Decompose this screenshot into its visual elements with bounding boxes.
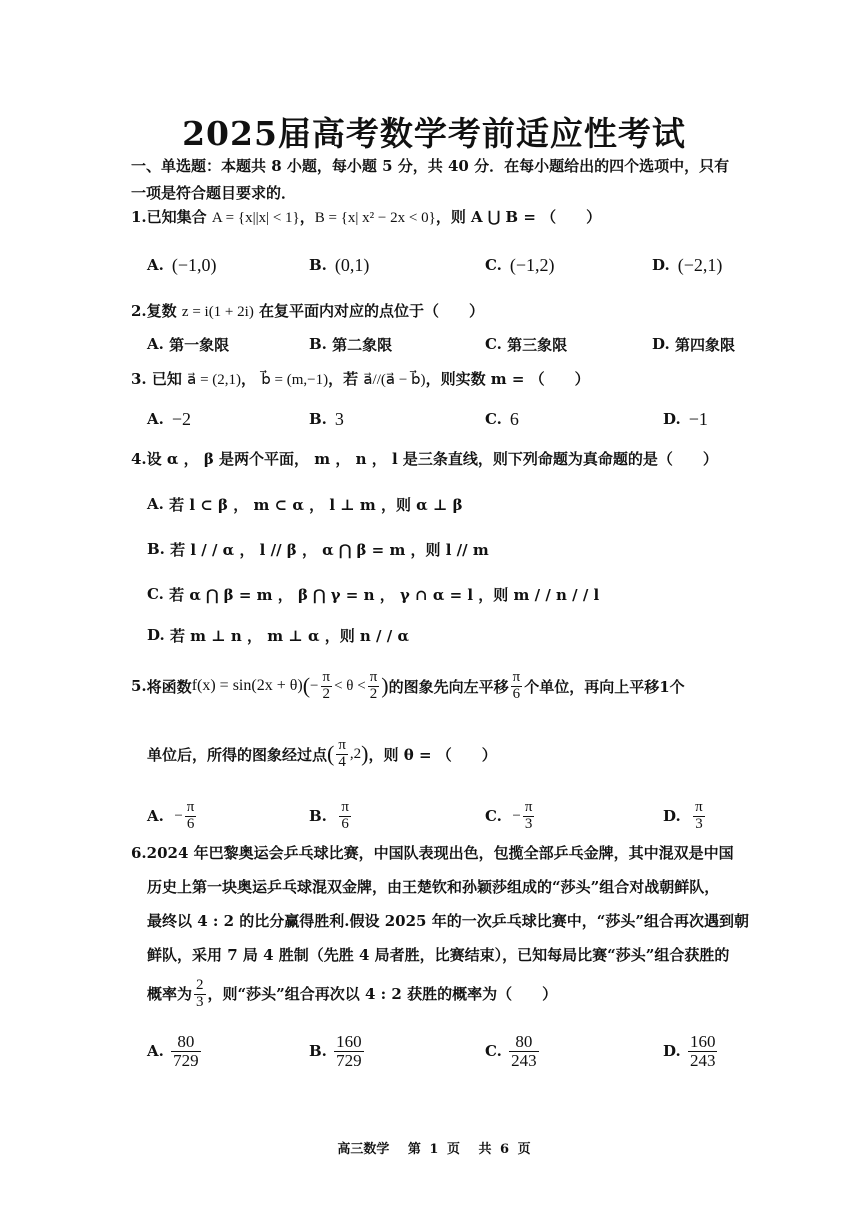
option-c[interactable]: C. (−1,2) bbox=[485, 254, 555, 275]
question-5: 5. 将函数 f(x) = sin(2x + θ) ( − $\frac{\pi}{2}$ < θ < $\frac{\pi}{2}$ ) 的图象先向左平移 $\frac{\pi}{6}$ 个单位，再向上平移1个 bbox=[131, 668, 685, 702]
question-1-options bbox=[147, 248, 737, 282]
option-a[interactable]: A. $\frac{80}{729}$ bbox=[147, 1031, 199, 1070]
option-d[interactable]: D. (−2,1) bbox=[652, 254, 723, 275]
question-5-options bbox=[147, 794, 737, 838]
question-3-options bbox=[147, 402, 737, 436]
section-heading: 一、单选题：本题共 8 小题，每小题 5 分，共 40 分．在每小题给出的四个选项中，只有一项是符合题目要求的． bbox=[131, 157, 730, 202]
option-c[interactable]: C. 6 bbox=[485, 408, 519, 429]
question-6: 6.2024 年巴黎奥运会乒乓球比赛，中国队表现出色，包揽全部乒乓金牌，其中混双是中国 历史上第一块奥运乒乓球混双金牌，由王楚钦和孙颖莎组成的“莎头”组合对战朝鲜队， 最终以 4 : 2 的比分赢得胜利.假设 2025 年的一次乒乓球比赛中，“莎头”组合再次遇到朝 鲜队，采用 7 局 4 胜制（先胜 4 局者胜，比赛结束），已知每局比赛“莎头”组合获胜的 概率为 $\frac{2}{3}$ ，则“莎头”组合再次以 4 : 2 获胜的概率为（ ） bbox=[131, 844, 749, 1010]
option-d[interactable]: D. −1 bbox=[663, 408, 708, 429]
option-a[interactable]: A. − $\frac{\pi}{6}$ bbox=[147, 798, 195, 832]
fraction: $\frac{\pi}{2}$ bbox=[369, 668, 378, 702]
question-4-option-d bbox=[147, 618, 737, 652]
question-2: 2.复数 z = i(1 + 2i) 在复平面内对应的点位于（ ） bbox=[131, 302, 485, 320]
question-4: 4.设 α ， β 是两个平面， m ， n ， l 是三条直线，则下列命题为真命题的是（ ） bbox=[131, 450, 718, 468]
question-6-options bbox=[147, 1027, 737, 1075]
question-1: 1.已知集合 A = {x||x| < 1}，B = {x| x² − 2x < 0}，则 A ⋃ B = （ ） bbox=[131, 208, 602, 226]
question-3: 3. 已知 a⃗ = (2,1)， b⃗ = (m,−1)，若 a⃗//(a⃗ − b⃗)，则实数 m = （ ） bbox=[131, 370, 590, 388]
option-d[interactable]: D. 若 m ⊥ n ， m ⊥ α ，则 n / / α bbox=[147, 626, 410, 645]
option-d[interactable]: D. $\frac{\pi}{3}$ bbox=[663, 798, 703, 832]
question-4-option-c bbox=[147, 577, 737, 611]
fraction: $\frac{\pi}{6}$ bbox=[512, 668, 521, 702]
option-b[interactable]: B. $\frac{\pi}{6}$ bbox=[309, 798, 349, 832]
option-b[interactable]: B. (0,1) bbox=[309, 254, 370, 275]
option-b[interactable]: B. 若 l / / α ， l // β ， α ⋂ β = m ，则 l // m bbox=[147, 540, 489, 559]
question-4-option-b bbox=[147, 532, 737, 566]
page-footer: 高三数学 第 1 页 共 6 页 bbox=[337, 1142, 531, 1157]
option-b[interactable]: B. 第二象限 bbox=[309, 335, 393, 354]
option-c[interactable]: C. 若 α ⋂ β = m ， β ⋂ γ = n ， γ ∩ α = l ，则 m / / n / / l bbox=[147, 585, 600, 604]
question-5-line-2: 单位后，所得的图象经过点 ( $\frac{\pi}{4}$ ,2 ) ，则 θ = （ ） bbox=[147, 736, 497, 770]
option-c[interactable]: C. 第三象限 bbox=[485, 335, 568, 354]
option-b[interactable]: B. 3 bbox=[309, 408, 344, 429]
option-a[interactable]: A. (−1,0) bbox=[147, 254, 217, 275]
fraction: $\frac{\pi}{2}$ bbox=[322, 668, 331, 702]
option-d[interactable]: D. $\frac{160}{243}$ bbox=[663, 1031, 716, 1070]
question-4-option-a bbox=[147, 487, 737, 521]
fraction: $\frac{\pi}{4}$ bbox=[338, 736, 346, 770]
question-2-options bbox=[147, 327, 737, 361]
option-c[interactable]: C. $\frac{80}{243}$ bbox=[485, 1031, 537, 1070]
option-b[interactable]: B. $\frac{160}{729}$ bbox=[309, 1031, 362, 1070]
option-d[interactable]: D. 第四象限 bbox=[652, 335, 735, 354]
option-c[interactable]: C. − $\frac{\pi}{3}$ bbox=[485, 798, 533, 832]
option-a[interactable]: A. −2 bbox=[147, 408, 192, 429]
option-a[interactable]: A. 第一象限 bbox=[147, 335, 230, 354]
fraction: $\frac{2}{3}$ bbox=[196, 976, 204, 1010]
exam-title: 2025届高考数学考前适应性考试 bbox=[182, 114, 686, 153]
option-a[interactable]: A. 若 l ⊂ β ， m ⊂ α ， l ⊥ m ，则 α ⊥ β bbox=[147, 495, 463, 514]
